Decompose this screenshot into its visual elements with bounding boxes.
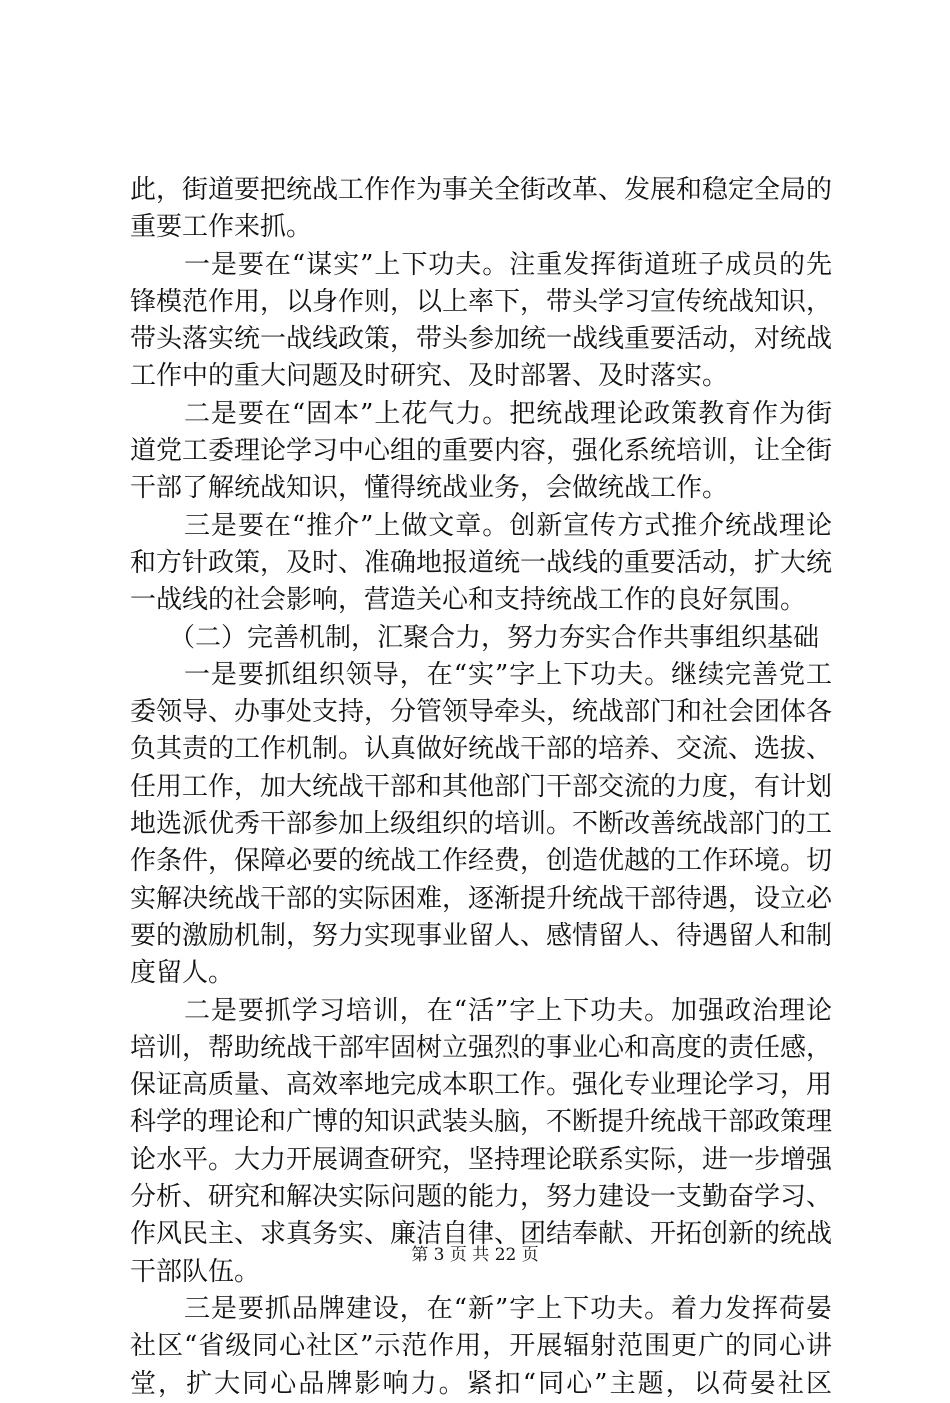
- text-line: 社区“省级同心社区”示范作用，开展辐射范围更广的同心讲: [130, 1331, 832, 1362]
- text-line: 作风民主、求真务实、廉洁自律、团结奉献、开拓创新的统战: [130, 1219, 833, 1250]
- text-line: 论水平。大力开展调查研究，坚持理论联系实际，进一步增强: [130, 1144, 833, 1175]
- document-body: [130, 172, 832, 1403]
- text-line: 此，街道要把统战工作作为事关全街改革、发展和稳定全局的: [130, 175, 833, 205]
- text-line: 保证高质量、高效率地完成本职工作。强化专业理论学习，用: [130, 1070, 833, 1101]
- text-line: 三是要在“推介”上做文章。创新宣传方式推介统战理论: [130, 510, 832, 541]
- text-line: 度留人。: [130, 958, 235, 989]
- text-line: （二）完善机制，汇聚合力，努力夯实合作共事组织基础: [130, 622, 820, 653]
- text-line: 实解决统战干部的实际困难，逐渐提升统战干部待遇，设立必: [130, 883, 833, 914]
- page-footer: 第 3 页 共 22 页: [411, 1245, 539, 1265]
- text-line: 重要工作来抓。: [130, 212, 313, 243]
- text-line: 要的激励机制，努力实现事业留人、感情留人、待遇留人和制: [130, 920, 833, 951]
- text-line: 二是要抓学习培训，在“活”字上下功夫。加强政治理论: [130, 995, 832, 1026]
- text-line: 道党工委理论学习中心组的重要内容，强化系统培训，让全街: [130, 436, 833, 467]
- text-line: 科学的理论和广博的知识武装头脑，不断提升统战干部政策理: [130, 1107, 833, 1138]
- text-line: 一是要抓组织领导，在“实”字上下功夫。继续完善党工: [130, 659, 832, 690]
- text-line: 负其责的工作机制。认真做好统战干部的培养、交流、选拔、: [130, 734, 833, 765]
- text-line: 堂，扩大同心品牌影响力。紧扣“同心”主题，以荷晏社区: [130, 1368, 832, 1399]
- text-line: 一是要在“谋实”上下功夫。注重发挥街道班子成员的先: [130, 249, 832, 280]
- text-line: 工作中的重大问题及时研究、及时部署、及时落实。: [130, 361, 729, 392]
- text-line: 作条件，保障必要的统战工作经费，创造优越的工作环境。切: [130, 846, 833, 877]
- text-line: 锋模范作用，以身作则，以上率下，带头学习宣传统战知识，: [130, 286, 833, 317]
- text-line: 带头落实统一战线政策，带头参加统一战线重要活动，对统战: [130, 324, 833, 355]
- text-line: 培训，帮助统战干部牢固树立强烈的事业心和高度的责任感，: [130, 1032, 833, 1063]
- text-line: 委领导、办事处支持，分管领导牵头，统战部门和社会团体各: [130, 697, 833, 728]
- text-line: 分析、研究和解决实际问题的能力，努力建设一支勤奋学习、: [130, 1182, 833, 1213]
- text-line: 二是要在“固本”上花气力。把统战理论政策教育作为街: [130, 398, 832, 429]
- text-line: 干部了解统战知识，懂得统战业务，会做统战工作。: [130, 473, 729, 504]
- text-line: 任用工作，加大统战干部和其他部门干部交流的力度，有计划: [130, 771, 833, 802]
- text-line: 一战线的社会影响，营造关心和支持统战工作的良好氛围。: [130, 585, 807, 616]
- text-line: 三是要抓品牌建设，在“新”字上下功夫。着力发挥荷晏: [130, 1293, 832, 1324]
- text-line: 和方针政策，及时、准确地报道统一战线的重要活动，扩大统: [130, 547, 833, 578]
- text-line: 干部队伍。: [130, 1256, 261, 1287]
- text-line: 地选派优秀干部参加上级组织的培训。不断改善统战部门的工: [130, 809, 833, 840]
